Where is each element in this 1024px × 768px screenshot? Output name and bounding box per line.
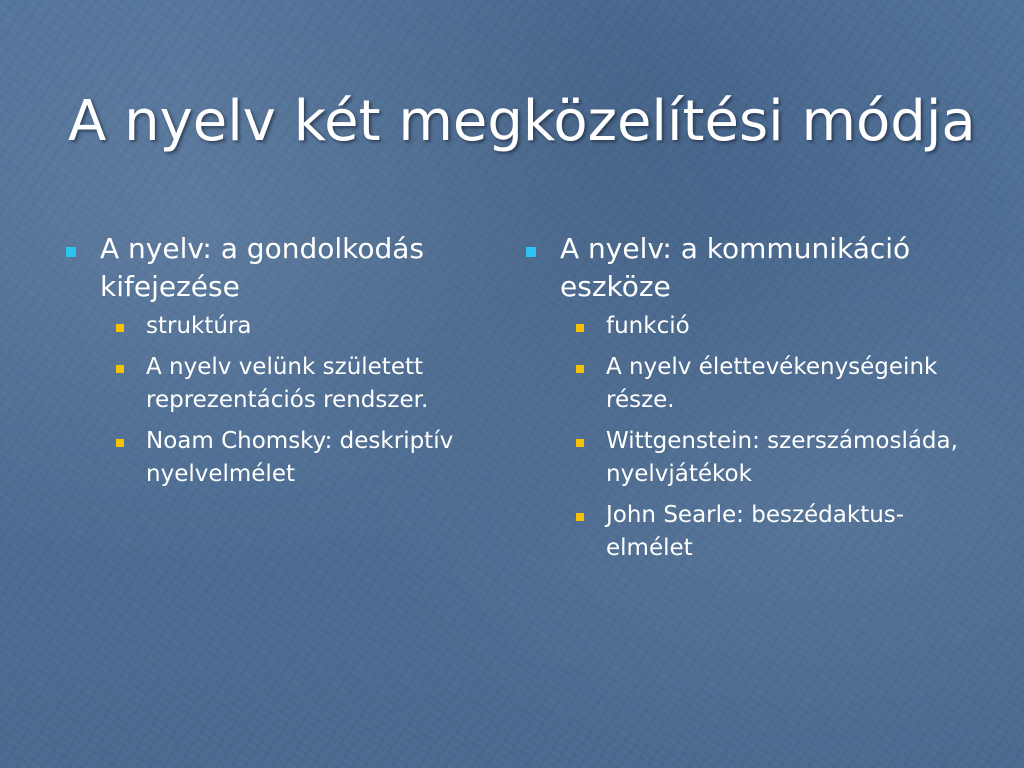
sub-bullet-text: Wittgenstein: szerszámosláda, nyelvjátékok <box>606 428 958 487</box>
sub-bullet-text: funkció <box>606 313 690 339</box>
sub-bullet-text: struktúra <box>146 313 252 339</box>
square-bullet-icon <box>576 324 584 332</box>
square-bullet-icon <box>66 247 76 257</box>
sub-bullet-item <box>522 351 962 417</box>
sub-bullet-list <box>522 310 962 565</box>
square-bullet-icon <box>116 439 124 447</box>
main-bullet-text: A nyelv: a gondolkodás kifejezése <box>100 232 425 303</box>
right-column <box>522 230 962 573</box>
sub-bullet-item <box>522 499 962 565</box>
sub-bullet-item <box>62 351 502 417</box>
sub-bullet-text: A nyelv velünk született reprezentációs rendszer. <box>146 354 429 413</box>
sub-bullet-text: Noam Chomsky: deskriptív nyelvelmélet <box>146 428 454 487</box>
main-bullet-item <box>62 230 502 306</box>
main-bullet-text: A nyelv: a kommunikáció eszköze <box>560 232 911 303</box>
sub-bullet-item <box>522 310 962 343</box>
square-bullet-icon <box>116 324 124 332</box>
left-column <box>62 230 502 499</box>
sub-bullet-text: John Searle: beszédaktus-elmélet <box>606 502 905 561</box>
square-bullet-icon <box>116 365 124 373</box>
square-bullet-icon <box>526 247 536 257</box>
square-bullet-icon <box>576 513 584 521</box>
sub-bullet-item <box>62 425 502 491</box>
slide-title: A nyelv két megközelítési módja <box>68 89 976 154</box>
main-bullet-item <box>522 230 962 306</box>
square-bullet-icon <box>576 365 584 373</box>
sub-bullet-text: A nyelv élettevékenységeink része. <box>606 354 938 413</box>
sub-bullet-item <box>522 425 962 491</box>
sub-bullet-list <box>62 310 502 491</box>
sub-bullet-item <box>62 310 502 343</box>
square-bullet-icon <box>576 439 584 447</box>
